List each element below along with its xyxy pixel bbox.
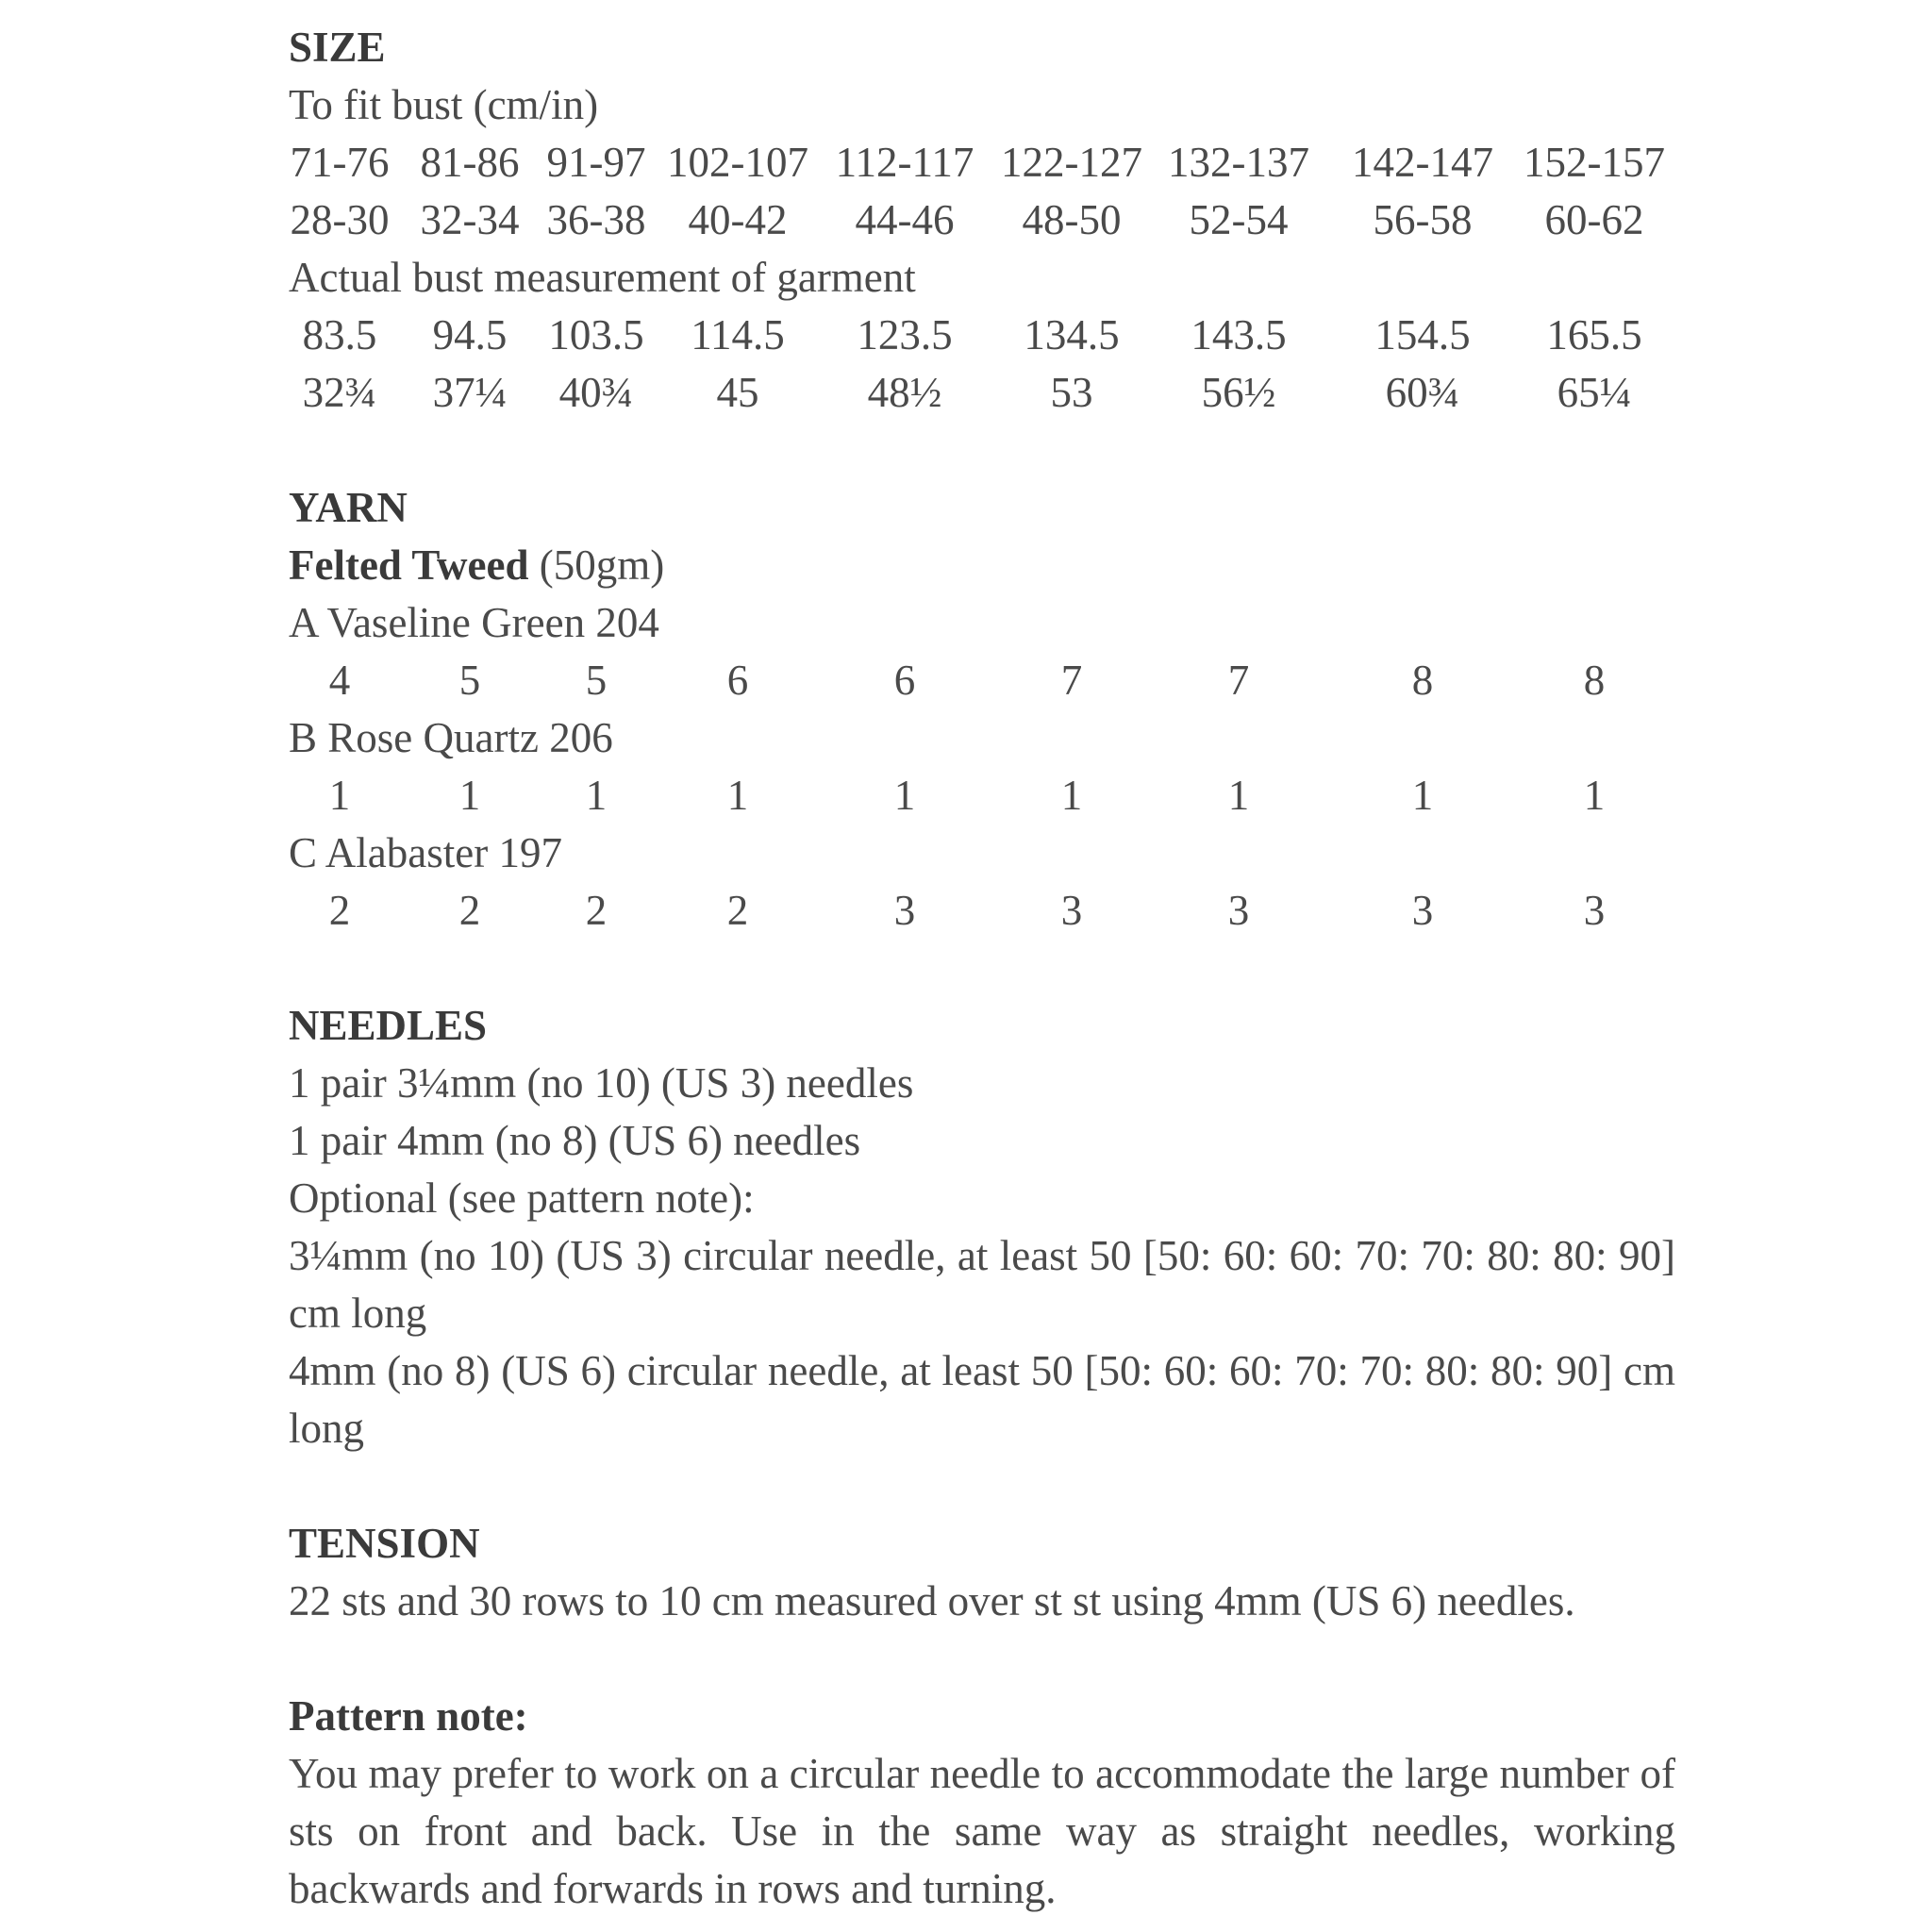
yarn-a-row [289, 652, 1675, 709]
bust-label: To fit bust (cm/in) [289, 81, 599, 128]
actual-cm-value: 123.5 [857, 311, 953, 358]
yarn-a-value: 6 [893, 657, 916, 704]
bust-in-value: 32-34 [420, 196, 520, 243]
actual-cm-value: 165.5 [1546, 311, 1642, 358]
yarn-b-value: 1 [1060, 772, 1083, 819]
yarn-a-value: 8 [1411, 657, 1434, 704]
actual-cm-value: 83.5 [302, 311, 377, 358]
section-spacer [289, 1457, 1675, 1515]
yarn-b-row [289, 767, 1675, 824]
needles-line-4: 3¼mm (no 10) (US 3) circular needle, at least 50 [50: 60: 60: 70: 70: 80: 80: 90] cm long [289, 1232, 1675, 1337]
bust-cm-row [289, 134, 1675, 192]
bust-in-value: 52-54 [1189, 196, 1289, 243]
bust-cm-value: 102-107 [667, 139, 808, 186]
actual-in-value: 40¾ [558, 369, 634, 416]
actual-in-value: 60¾ [1385, 369, 1460, 416]
actual-cm-value: 114.5 [691, 311, 785, 358]
actual-in-value: 48½ [867, 369, 942, 416]
actual-in-value: 56½ [1201, 369, 1276, 416]
actual-cm-value: 94.5 [432, 311, 508, 358]
yarn-b-value: 1 [1411, 772, 1434, 819]
yarn-a-value: 8 [1583, 657, 1606, 704]
bust-cm-value: 142-147 [1352, 139, 1493, 186]
bust-in-value: 36-38 [546, 196, 646, 243]
yarn-a-value: 5 [458, 657, 481, 704]
yarn-b-value: 1 [1583, 772, 1606, 819]
needles-line-2: 1 pair 4mm (no 8) (US 6) needles [289, 1117, 861, 1164]
actual-cm-value: 103.5 [548, 311, 644, 358]
pattern-page [289, 19, 1675, 1918]
bust-in-value: 44-46 [855, 196, 955, 243]
bust-cm-value: 112-117 [835, 139, 974, 186]
actual-in-value: 65¼ [1557, 369, 1632, 416]
bust-in-value: 28-30 [290, 196, 390, 243]
yarn-heading: YARN [289, 484, 408, 531]
bust-in-row [289, 192, 1675, 249]
tension-heading: TENSION [289, 1520, 480, 1567]
pattern-note-heading: Pattern note: [289, 1692, 528, 1740]
yarn-a-value: 4 [328, 657, 351, 704]
actual-in-value: 37¼ [432, 369, 508, 416]
yarn-name-line [289, 537, 1675, 594]
bust-cm-value: 81-86 [420, 139, 520, 186]
needles-heading: NEEDLES [289, 1002, 488, 1049]
actual-in-value: 45 [716, 369, 759, 416]
yarn-a-label: A Vaseline Green 204 [289, 599, 659, 646]
yarn-b-value: 1 [328, 772, 351, 819]
actual-in-row [289, 364, 1675, 422]
section-spacer [289, 940, 1675, 997]
bust-cm-value: 132-137 [1168, 139, 1309, 186]
yarn-c-value: 3 [1060, 887, 1083, 934]
yarn-c-label: C Alabaster 197 [289, 829, 562, 876]
size-heading: SIZE [289, 24, 386, 71]
yarn-b-value: 1 [585, 772, 608, 819]
yarn-b-value: 1 [1227, 772, 1250, 819]
yarn-c-value: 3 [1411, 887, 1434, 934]
needles-line-3: Optional (see pattern note): [289, 1174, 755, 1222]
yarn-c-value: 3 [1227, 887, 1250, 934]
actual-bust-label: Actual bust measurement of garment [289, 254, 916, 301]
yarn-c-value: 2 [328, 887, 351, 934]
yarn-b-value: 1 [458, 772, 481, 819]
yarn-b-value: 1 [893, 772, 916, 819]
bust-in-value: 48-50 [1022, 196, 1122, 243]
actual-cm-value: 143.5 [1191, 311, 1287, 358]
yarn-c-value: 2 [458, 887, 481, 934]
yarn-c-value: 3 [893, 887, 916, 934]
actual-cm-value: 134.5 [1024, 311, 1120, 358]
needles-line-1: 1 pair 3¼mm (no 10) (US 3) needles [289, 1059, 914, 1107]
pattern-note-text: You may prefer to work on a circular needle to accommodate the large number of sts on front and back. Use in the same way as straight needles, working backwards and forwards in rows and turning. [289, 1750, 1675, 1912]
section-spacer [289, 422, 1675, 479]
yarn-weight: (50gm) [539, 541, 665, 589]
yarn-c-row [289, 882, 1675, 940]
yarn-c-value: 2 [726, 887, 749, 934]
actual-cm-value: 154.5 [1374, 311, 1471, 358]
tension-text: 22 sts and 30 rows to 10 cm measured over st st using 4mm (US 6) needles. [289, 1577, 1575, 1624]
actual-in-value: 32¾ [302, 369, 377, 416]
yarn-b-label: B Rose Quartz 206 [289, 714, 613, 761]
actual-in-value: 53 [1050, 369, 1093, 416]
yarn-a-value: 7 [1060, 657, 1083, 704]
bust-cm-value: 152-157 [1524, 139, 1665, 186]
yarn-a-value: 6 [726, 657, 749, 704]
needles-line-5: 4mm (no 8) (US 6) circular needle, at least 50 [50: 60: 60: 70: 70: 80: 80: 90] cm long [289, 1347, 1675, 1452]
bust-cm-value: 91-97 [546, 139, 646, 186]
yarn-a-value: 5 [585, 657, 608, 704]
bust-in-value: 40-42 [688, 196, 788, 243]
bust-cm-value: 122-127 [1001, 139, 1142, 186]
bust-in-value: 60-62 [1544, 196, 1644, 243]
yarn-name: Felted Tweed [289, 541, 529, 589]
yarn-b-value: 1 [726, 772, 749, 819]
yarn-c-value: 3 [1583, 887, 1606, 934]
yarn-c-value: 2 [585, 887, 608, 934]
bust-cm-value: 71-76 [290, 139, 390, 186]
bust-in-value: 56-58 [1373, 196, 1473, 243]
actual-cm-row [289, 307, 1675, 364]
section-spacer [289, 1630, 1675, 1688]
yarn-a-value: 7 [1227, 657, 1250, 704]
